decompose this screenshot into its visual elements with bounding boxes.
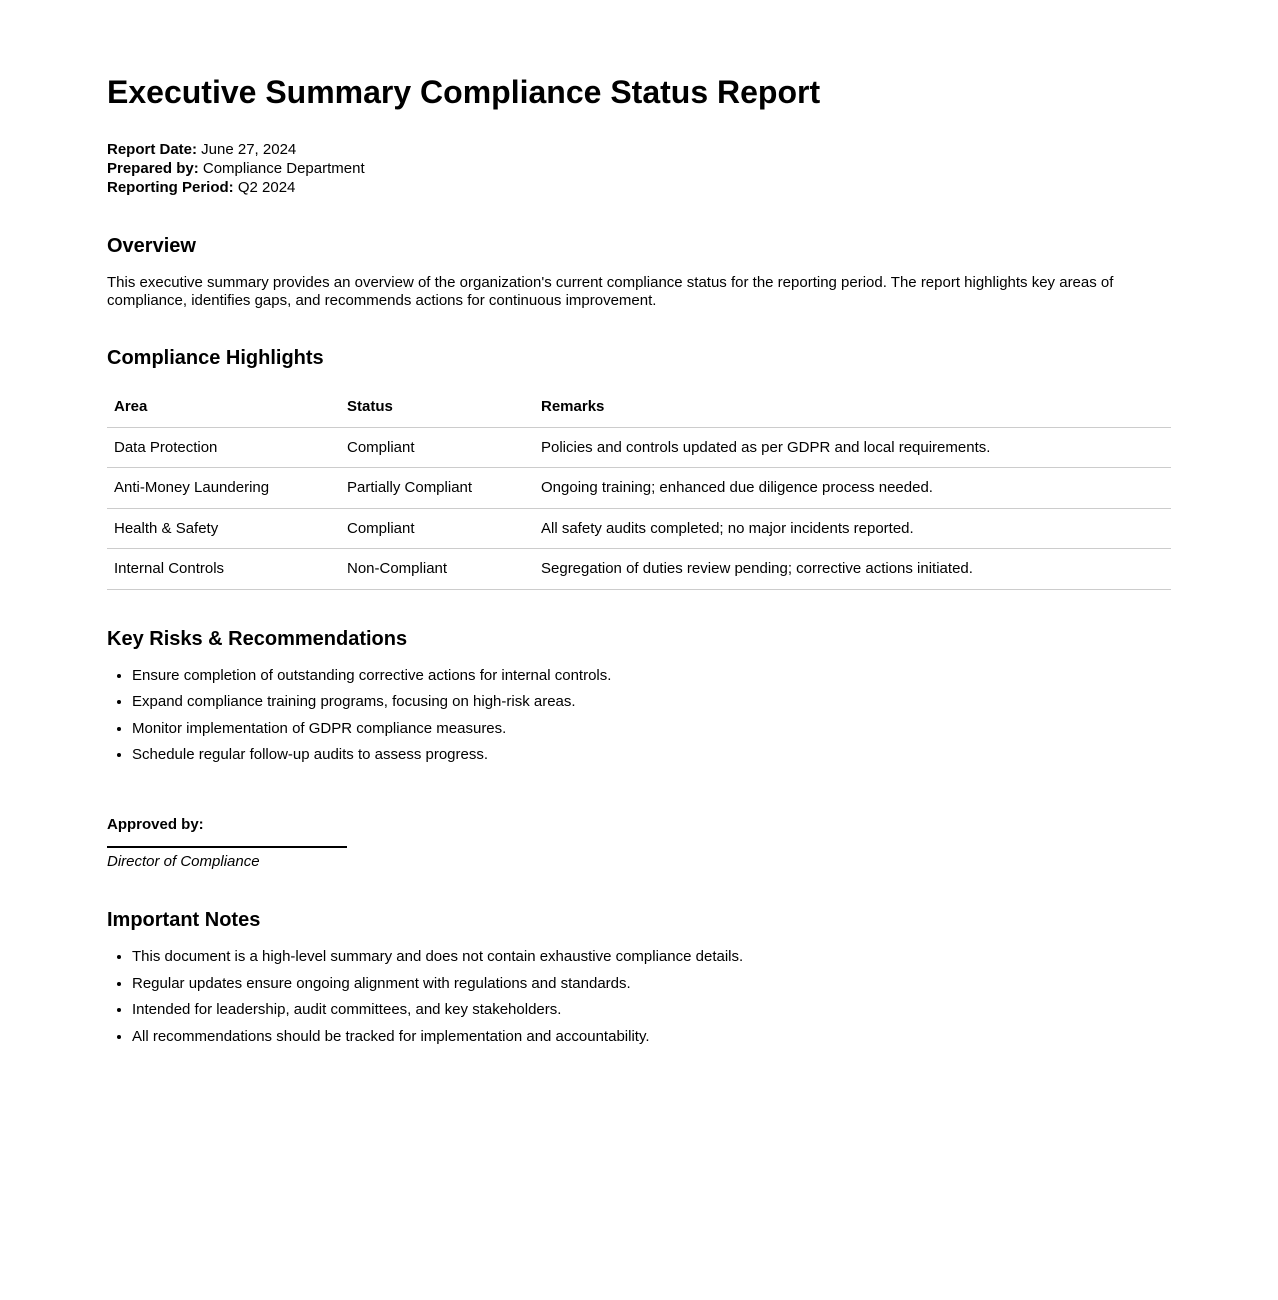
table-row: [107, 468, 1171, 509]
cell-remarks: Ongoing training; enhanced due diligence process needed.: [534, 468, 1171, 509]
meta-label: Reporting Period:: [107, 179, 234, 196]
compliance-table: [107, 388, 1171, 590]
meta-value: June 27, 2024: [197, 141, 297, 158]
approval-block: [107, 816, 1171, 872]
column-header-status: Status: [340, 388, 534, 427]
meta-report-date: [107, 140, 1171, 159]
meta-label: Report Date:: [107, 141, 198, 158]
table-row: [107, 508, 1171, 549]
report-meta: [107, 140, 1171, 197]
list-item: • Ensure completion of outstanding corrective actions for internal controls.: [132, 667, 1171, 685]
signature-line: [107, 833, 347, 848]
cell-remarks: All safety audits completed; no major incidents reported.: [534, 508, 1171, 549]
section-heading-key-risks: Key Risks & Recommendations: [107, 627, 408, 650]
meta-prepared-by: [107, 159, 1171, 178]
section-heading-compliance-highlights: Compliance Highlights: [107, 347, 324, 369]
signatory-title: Director of Compliance: [107, 853, 260, 870]
meta-reporting-period: [107, 178, 1171, 197]
column-header-area: Area: [107, 388, 340, 427]
list-item: • Regular updates ensure ongoing alignment with regulations and standards.: [132, 975, 1171, 993]
list-item: • Schedule regular follow-up audits to assess progress.: [132, 746, 1171, 764]
cell-area: Internal Controls: [107, 549, 340, 590]
cell-status: Compliant: [340, 508, 534, 549]
meta-value: Compliance Department: [198, 160, 365, 177]
key-risks-list: [107, 667, 1171, 764]
cell-area: Anti-Money Laundering: [107, 468, 340, 509]
list-item: • All recommendations should be tracked for implementation and accountability.: [132, 1028, 1171, 1046]
cell-area: Data Protection: [107, 427, 340, 468]
list-item: • Expand compliance training programs, focusing on high-risk areas.: [132, 693, 1171, 711]
approved-by-label: Approved by:: [107, 815, 204, 833]
list-item: • This document is a high-level summary and does not contain exhaustive compliance details.: [132, 948, 1171, 966]
cell-status: Compliant: [340, 427, 534, 468]
cell-status: Non-Compliant: [340, 549, 534, 590]
column-header-remarks: Remarks: [534, 388, 1171, 427]
cell-remarks: Segregation of duties review pending; corrective actions initiated.: [534, 549, 1171, 590]
table-header-row: [107, 388, 1171, 427]
important-notes-list: [107, 948, 1171, 1045]
section-heading-overview: Overview: [107, 235, 196, 257]
list-item: • Intended for leadership, audit committees, and key stakeholders.: [132, 1001, 1171, 1019]
page-title: Executive Summary Compliance Status Report: [107, 74, 821, 110]
overview-paragraph: This executive summary provides an overview of the organization's current compliance status for the reporting period. The report highlights key areas of compliance, identifies gaps, and recommends actions for continuous improvement.: [107, 274, 1114, 309]
table-row: [107, 549, 1171, 590]
meta-label: Prepared by:: [107, 160, 199, 177]
cell-remarks: Policies and controls updated as per GDPR and local requirements.: [534, 427, 1171, 468]
cell-status: Partially Compliant: [340, 468, 534, 509]
list-item: • Monitor implementation of GDPR compliance measures.: [132, 720, 1171, 738]
section-heading-important-notes: Important Notes: [107, 909, 261, 931]
meta-value: Q2 2024: [233, 179, 296, 196]
table-row: [107, 427, 1171, 468]
cell-area: Health & Safety: [107, 508, 340, 549]
